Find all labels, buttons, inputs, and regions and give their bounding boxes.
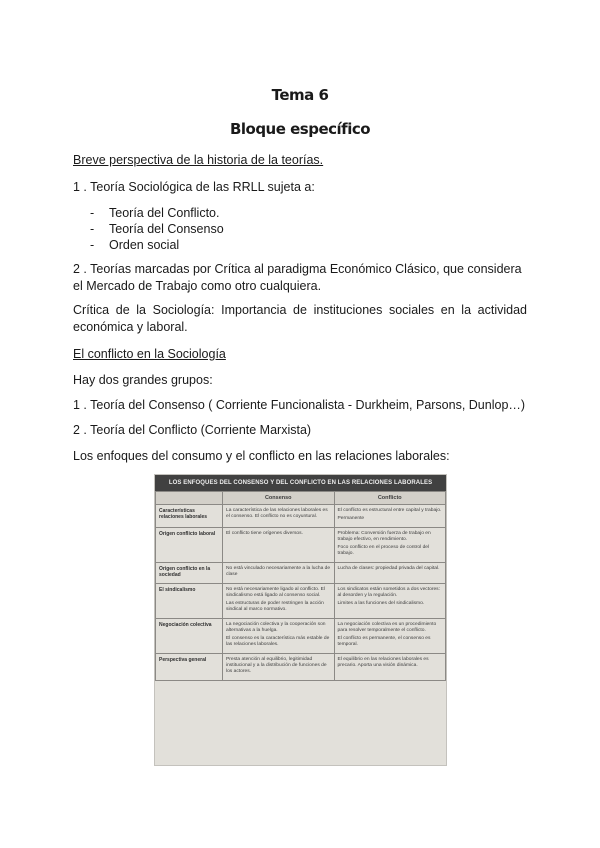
table-header-row [156, 492, 446, 505]
paragraph-critica: Crítica de la Sociología: Importancia de instituciones sociales en la actividad económica y laboral. [73, 303, 527, 334]
paragraph-conflicto: 2 . Teoría del Conflicto (Corriente Marxista) [73, 423, 312, 437]
cell-text: Problema: Conversión fuerza de trabajo en trabajo efectivo, en rendimiento. [337, 531, 431, 542]
cell-consenso [223, 584, 335, 619]
paragraph-grupos: Hay dos grandes grupos: [73, 373, 213, 387]
bullet-text: Teoría del Consenso [109, 222, 224, 236]
cell-conflicto [334, 654, 446, 681]
column-header-consenso: Consenso [223, 492, 335, 505]
bullet-item [90, 221, 224, 237]
cell-text: Lucha de clases: propiedad privada del capital. [337, 566, 440, 571]
row-label: Negociación colectiva [156, 619, 223, 654]
cell-text: No está necesariamente ligado al conflicto. El sindicalismo está ligado al consenso social. [226, 587, 325, 598]
cell-conflicto [334, 505, 446, 528]
comparison-table [155, 491, 446, 681]
cell-text: Las estructuras de poder restringen la acción sindical al marco normativo. [226, 601, 324, 612]
bullet-dash: - [90, 222, 95, 236]
row-label: Perspectiva general [156, 654, 223, 681]
cell-text: Los sindicatos están sometidos a dos vectores: al desorden y la regulación. [337, 587, 440, 598]
cell-text: La negociación colectiva es un procedimiento para resolver temporalmente el conflicto. [337, 622, 437, 633]
cell-conflicto [334, 528, 446, 563]
cell-text: El consenso es la característica más estable de las relaciones laborales. [226, 636, 330, 647]
table-row [156, 619, 446, 654]
cell-text: El conflicto es permanente, el consenso es temporal. [337, 636, 431, 647]
section-heading-historia: Breve perspectiva de la historia de la teorías. [73, 153, 324, 167]
cell-text: El conflicto tiene orígenes diversos. [226, 531, 303, 536]
page-subtitle: Bloque específico [229, 120, 371, 138]
cell-text: La negociación colectiva y la cooperación son alternativas a la huelga. [226, 622, 326, 633]
bullet-text: Orden social [109, 238, 180, 252]
paragraph-teoria-1: 1 . Teoría Sociológica de las RRLL sujeta a: [73, 180, 315, 194]
row-label: Origen conflicto en la sociedad [156, 563, 223, 584]
cell-text: Foco conflicto en el proceso de control del trabajo. [337, 545, 430, 556]
table-row [156, 654, 446, 681]
paragraph-teoria-2: 2 . Teorías marcadas por Crítica al paradigma Económico Clásico, que considera el Mercado de Trabajo como otro cualquiera. [73, 262, 522, 293]
scanned-table-image [154, 474, 447, 766]
paragraph-consenso: 1 . Teoría del Consenso ( Corriente Funcionalista - Durkheim, Parsons, Dunlop…) [73, 398, 526, 412]
cell-text: Limites a las funciones del sindicalismo. [337, 601, 425, 606]
cell-conflicto [334, 619, 446, 654]
section-heading-conflicto: El conflicto en la Sociología [73, 347, 226, 361]
cell-text: No está vinculado necesariamente a la lucha de clase [226, 566, 331, 577]
bullet-item [90, 205, 219, 221]
cell-text: Presta atención al equilibrio, legitimidad institucional y a la distribución de funciones de los actores. [226, 657, 327, 674]
bullet-dash: - [90, 238, 95, 252]
table-row [156, 505, 446, 528]
cell-text: El conflicto es estructural entre capital y trabajo. [337, 508, 442, 513]
cell-consenso [223, 528, 335, 563]
bullet-item [90, 237, 179, 253]
row-label: El sindicalismo [156, 584, 223, 619]
table-row [156, 563, 446, 584]
cell-consenso [223, 619, 335, 654]
cell-text: La característica de las relaciones laborales es el consenso. El conflicto no es coyuntural. [226, 508, 328, 519]
cell-text: Permanente [337, 516, 365, 521]
cell-consenso [223, 505, 335, 528]
page-title: Tema 6 [271, 86, 329, 104]
cell-consenso [223, 563, 335, 584]
bullet-dash: - [90, 206, 95, 220]
table-heading: LOS ENFOQUES DEL CONSENSO Y DEL CONFLICTO EN LAS RELACIONES LABORALES [155, 475, 446, 491]
table-row [156, 528, 446, 563]
paragraph-enfoques: Los enfoques del consumo y el conflicto en las relaciones laborales: [73, 449, 450, 463]
cell-conflicto [334, 584, 446, 619]
table-row [156, 584, 446, 619]
row-label: Origen conflicto laboral [156, 528, 223, 563]
cell-conflicto [334, 563, 446, 584]
column-header-conflicto: Conflicto [334, 492, 446, 505]
bullet-text: Teoría del Conflicto. [109, 206, 220, 220]
row-label: Características relaciones laborales [156, 505, 223, 528]
table-corner-cell [156, 492, 223, 505]
cell-text: El equilibrio en las relaciones laborales es precario. Aporta una visión dinámica. [337, 657, 429, 668]
cell-consenso [223, 654, 335, 681]
